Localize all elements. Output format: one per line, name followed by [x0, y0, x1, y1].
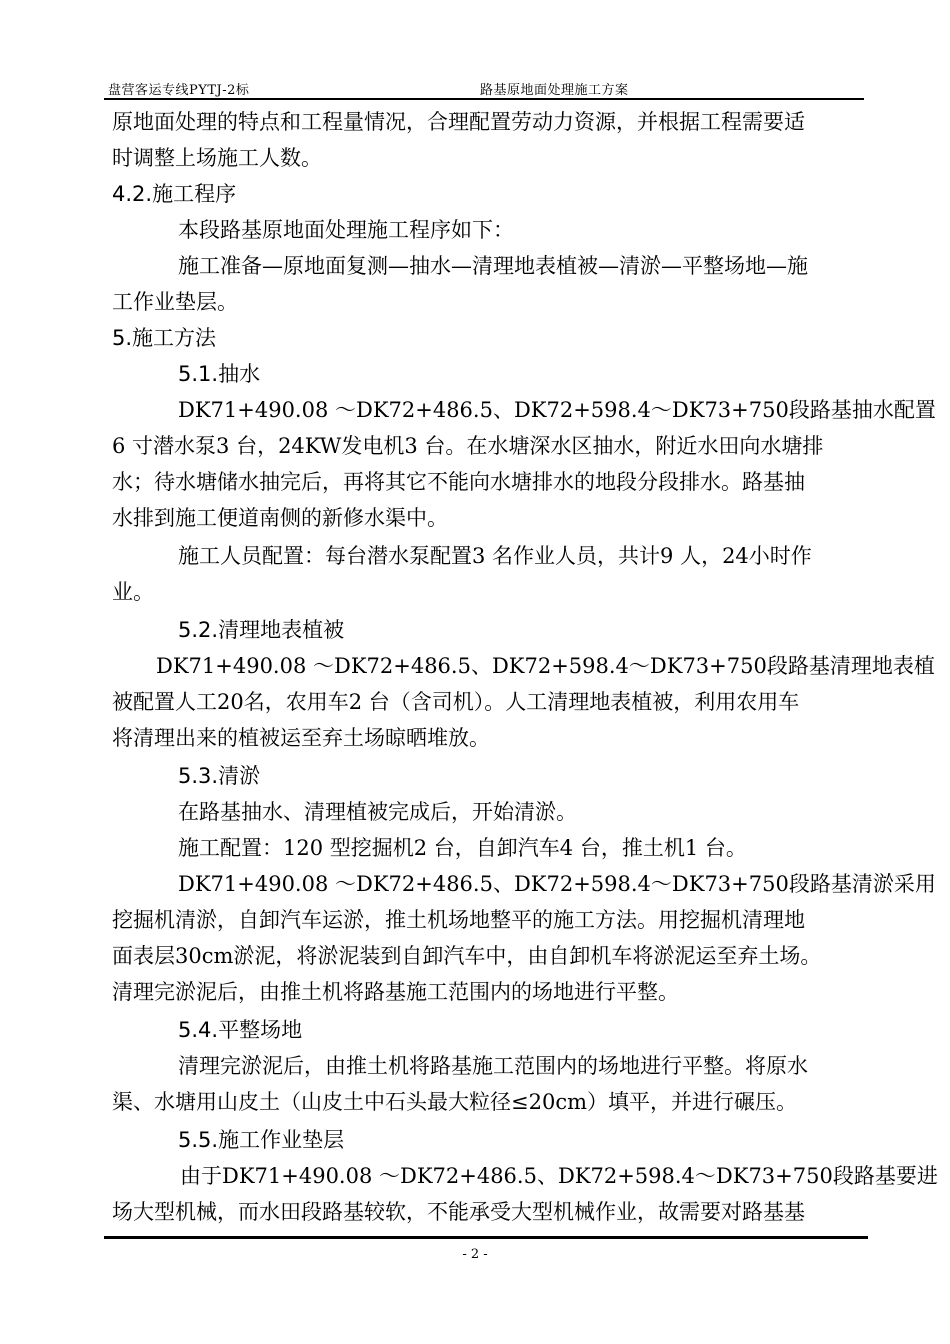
page-number: - 2 -: [462, 1247, 488, 1262]
text-line: 清理完淤泥后，由推土机将路基施工范围内的场地进行平整。将原水: [178, 1054, 808, 1078]
text-line: 场大型机械，而水田段路基较软，不能承受大型机械作业，故需要对路基基: [112, 1200, 805, 1224]
text-line: 水；待水塘储水抽完后，再将其它不能向水塘排水的地段分段排水。路基抽: [112, 470, 805, 494]
text-line: 被配置人工20名，农用车2 台（含司机）。人工清理地表植被，利用农用车: [112, 690, 800, 714]
heading-5-4: 5.4.平整场地: [178, 1018, 303, 1042]
header-section-title: 路基原地面处理施工方案: [480, 83, 629, 98]
text-line: 面表层30cm淤泥，将淤泥装到自卸汽车中，由自卸机车将淤泥运至弃土场。: [112, 944, 822, 968]
text-line: 原地面处理的特点和工程量情况，合理配置劳动力资源，并根据工程需要适: [112, 110, 805, 134]
text-line: 在路基抽水、清理植被完成后，开始清淤。: [178, 800, 577, 824]
text-line: 业。: [112, 580, 154, 604]
heading-4-2: 4.2.施工程序: [112, 182, 237, 206]
text-line: 水排到施工便道南侧的新修水渠中。: [112, 506, 448, 530]
text-line: 由于DK71+490.08 ～DK72+486.5、DK72+598.4～DK73+750段路基要进: [180, 1164, 938, 1188]
text-line: 挖掘机清淤，自卸汽车运淤，推土机场地整平的施工方法。用挖掘机清理地: [112, 908, 805, 932]
footer-rule: [104, 1236, 868, 1239]
text-line: 施工配置：120 型挖掘机2 台，自卸汽车4 台，推土机1 台。: [178, 836, 747, 860]
heading-5-3: 5.3.清淤: [178, 764, 261, 788]
text-line: 将清理出来的植被运至弃土场晾晒堆放。: [112, 726, 490, 750]
text-line: DK71+490.08 ～DK72+486.5、DK72+598.4～DK73+750段路基清淤采用: [178, 872, 936, 896]
heading-5-2: 5.2.清理地表植被: [178, 618, 345, 642]
text-line: 渠、水塘用山皮土（山皮土中石头最大粒径≤20cm）填平，并进行碾压。: [112, 1090, 797, 1114]
heading-5: 5.施工方法: [112, 326, 217, 350]
heading-5-1: 5.1.抽水: [178, 362, 261, 386]
header-rule: [104, 98, 864, 100]
text-line: 工作业垫层。: [112, 290, 238, 314]
text-line: 时调整上场施工人数。: [112, 146, 322, 170]
text-line: 施工人员配置：每台潜水泵配置3 名作业人员，共计9 人，24小时作: [178, 544, 812, 568]
text-line: 本段路基原地面处理施工程序如下：: [178, 218, 514, 242]
heading-5-5: 5.5.施工作业垫层: [178, 1128, 345, 1152]
text-line: DK71+490.08 ～DK72+486.5、DK72+598.4～DK73+750段路基清理地表植: [156, 654, 935, 678]
text-line: 施工准备—原地面复测—抽水—清理地表植被—清淤—平整场地—施: [178, 254, 808, 278]
text-line: DK71+490.08 ～DK72+486.5、DK72+598.4～DK73+750段路基抽水配置: [178, 398, 936, 422]
page-body: [112, 104, 938, 1230]
header-document-title: 盘营客运专线PYTJ-2标: [108, 83, 250, 98]
text-line: 清理完淤泥后，由推土机将路基施工范围内的场地进行平整。: [112, 980, 679, 1004]
text-line: 6 寸潜水泵3 台，24KW发电机3 台。在水塘深水区抽水，附近水田向水塘排: [112, 434, 824, 458]
